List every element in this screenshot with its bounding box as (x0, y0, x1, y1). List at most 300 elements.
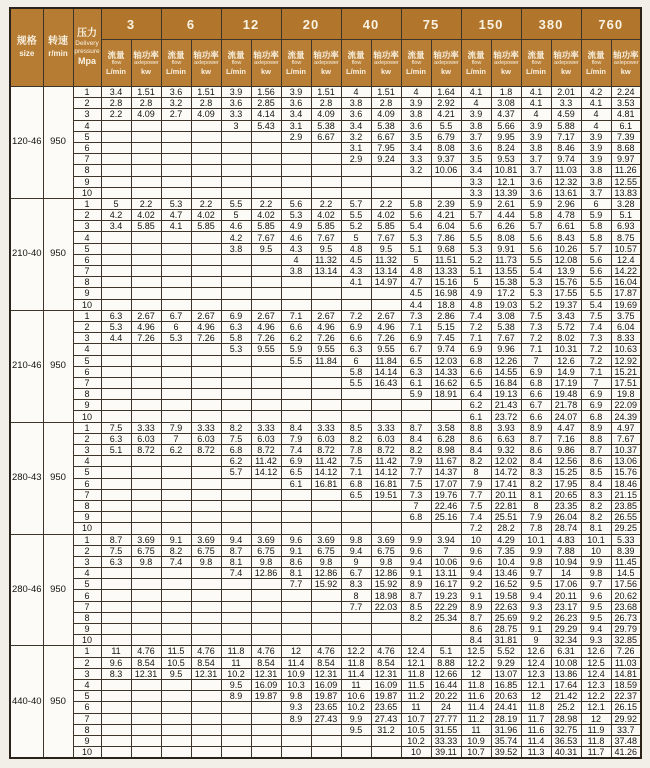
power-value-cell: 6.75 (311, 545, 341, 556)
flow-value-cell: 4 (581, 120, 611, 131)
flow-value-cell: 9.1 (461, 590, 491, 601)
power-value-cell: 20.11 (491, 489, 521, 500)
pressure-step-cell: 1 (73, 198, 101, 209)
flow-value-cell: 5.8 (581, 221, 611, 232)
power-value-cell: 3.08 (491, 310, 521, 321)
power-value-cell: 7.26 (371, 333, 401, 344)
flow-value-cell: 8.6 (521, 445, 551, 456)
flow-value-cell: 8.7 (581, 445, 611, 456)
pressure-step-cell: 6 (73, 366, 101, 377)
power-value-cell (251, 288, 281, 299)
flow-value-cell: 7.1 (581, 366, 611, 377)
flow-value-cell (161, 176, 191, 187)
power-value-cell (311, 735, 341, 746)
power-value-cell: 4.96 (191, 321, 221, 332)
power-value-cell: 4.02 (251, 210, 281, 221)
table-row (10, 556, 641, 567)
group-speed-cell: 950 (43, 646, 73, 758)
table-row (10, 545, 641, 556)
flow-value-cell (281, 624, 311, 635)
power-value-cell: 19.03 (491, 299, 521, 310)
flow-value-cell: 6.9 (581, 400, 611, 411)
flow-value-cell (101, 467, 131, 478)
flow-value-cell (101, 299, 131, 310)
power-value-cell: 6.67 (311, 131, 341, 142)
power-value-cell: 4.02 (191, 210, 221, 221)
power-value-cell (371, 187, 401, 198)
power-value-cell: 8.54 (191, 657, 221, 668)
power-value-cell (251, 478, 281, 489)
table-row (10, 657, 641, 668)
flow-value-cell (401, 187, 431, 198)
power-value-cell: 15.76 (551, 277, 581, 288)
power-value-cell: 12.55 (611, 176, 641, 187)
power-value-cell: 12.26 (491, 355, 521, 366)
power-value-cell: 8.54 (371, 657, 401, 668)
power-value-cell (131, 400, 161, 411)
flow-value-cell: 3.3 (401, 154, 431, 165)
power-value-cell: 18.91 (431, 389, 461, 400)
power-value-cell: 8.88 (431, 657, 461, 668)
power-value-cell: 5.5 (431, 120, 461, 131)
flow-value-cell (101, 176, 131, 187)
flow-value-cell: 7.5 (521, 310, 551, 321)
pressure-step-cell: 1 (73, 534, 101, 545)
flow-value-cell: 3.4 (341, 120, 371, 131)
flow-value-cell: 9 (521, 635, 551, 646)
table-row (10, 635, 641, 646)
pressure-step-cell: 7 (73, 713, 101, 724)
power-value-cell (191, 702, 221, 713)
pressure-col-header: 760 (581, 8, 641, 40)
flow-value-cell: 9.3 (281, 702, 311, 713)
flow-value-cell: 5.8 (521, 210, 551, 221)
flow-value-cell (161, 747, 191, 759)
power-value-cell: 5.38 (371, 120, 401, 131)
power-value-cell: 5.85 (311, 221, 341, 232)
power-value-cell: 15.92 (371, 579, 401, 590)
power-value-cell: 6.03 (311, 433, 341, 444)
power-value-cell (191, 612, 221, 623)
power-subheader (431, 40, 461, 87)
power-value-cell: 24.07 (551, 411, 581, 422)
power-value-cell (191, 747, 221, 759)
flow-subheader-unit: L/min (406, 67, 426, 77)
flow-value-cell (101, 735, 131, 746)
power-value-cell: 5.33 (611, 534, 641, 545)
flow-value-cell: 5.5 (221, 198, 251, 209)
table-row (10, 321, 641, 332)
flow-subheader-unit: L/min (526, 67, 546, 77)
power-value-cell: 7.45 (431, 333, 461, 344)
flow-value-cell: 7.5 (401, 478, 431, 489)
flow-value-cell: 4.1 (461, 87, 491, 98)
table-row (10, 679, 641, 690)
power-subheader-en: axlepower (193, 60, 219, 66)
power-value-cell: 3.33 (251, 422, 281, 433)
power-value-cell: 22.81 (491, 500, 521, 511)
flow-value-cell (161, 724, 191, 735)
flow-value-cell: 4.8 (341, 243, 371, 254)
power-value-cell (311, 601, 341, 612)
power-value-cell: 9.29 (491, 657, 521, 668)
flow-value-cell: 6.5 (281, 467, 311, 478)
power-value-cell (191, 142, 221, 153)
flow-value-cell: 3.2 (401, 165, 431, 176)
power-value-cell: 8.08 (431, 142, 461, 153)
power-value-cell: 16.17 (431, 579, 461, 590)
power-value-cell: 9.74 (551, 154, 581, 165)
flow-value-cell: 5 (401, 254, 431, 265)
flow-subheader (581, 40, 611, 87)
power-value-cell (251, 131, 281, 142)
flow-value-cell: 6 (581, 198, 611, 209)
flow-value-cell: 7.5 (581, 310, 611, 321)
flow-value-cell: 7.2 (341, 310, 371, 321)
power-value-cell: 4.44 (491, 210, 521, 221)
flow-value-cell: 3.4 (101, 87, 131, 98)
power-value-cell (131, 523, 161, 534)
power-value-cell: 16.81 (371, 478, 401, 489)
power-subheader-zh: 轴功率 (313, 49, 339, 60)
power-value-cell: 14 (551, 568, 581, 579)
flow-value-cell: 6.7 (161, 310, 191, 321)
flow-value-cell: 4.7 (161, 210, 191, 221)
power-value-cell: 2.67 (131, 310, 161, 321)
pressure-step-cell: 4 (73, 568, 101, 579)
flow-value-cell: 8 (341, 590, 371, 601)
power-value-cell: 31.55 (431, 724, 461, 735)
power-value-cell: 16.09 (311, 679, 341, 690)
power-value-cell: 2.61 (491, 198, 521, 209)
power-value-cell (311, 747, 341, 759)
flow-value-cell: 10.2 (401, 735, 431, 746)
power-value-cell (371, 288, 401, 299)
power-value-cell: 19.8 (611, 389, 641, 400)
power-value-cell: 29.25 (611, 523, 641, 534)
table-row (10, 411, 641, 422)
pressure-step-cell: 1 (73, 310, 101, 321)
power-value-cell (191, 277, 221, 288)
pressure-step-cell: 4 (73, 456, 101, 467)
flow-value-cell: 9.2 (521, 612, 551, 623)
flow-value-cell (221, 400, 251, 411)
flow-value-cell: 11.2 (401, 691, 431, 702)
power-value-cell (311, 299, 341, 310)
power-value-cell (131, 411, 161, 422)
table-row (10, 735, 641, 746)
flow-value-cell (101, 232, 131, 243)
flow-value-cell (221, 165, 251, 176)
power-value-cell (371, 635, 401, 646)
flow-value-cell (101, 601, 131, 612)
flow-subheader-en: flow (531, 60, 541, 66)
power-subheader-zh: 轴功率 (133, 49, 159, 60)
flow-value-cell: 4 (281, 254, 311, 265)
flow-value-cell: 12.6 (521, 646, 551, 657)
flow-subheader-en: flow (111, 60, 121, 66)
flow-value-cell (281, 500, 311, 511)
power-value-cell (191, 389, 221, 400)
flow-value-cell: 8.7 (461, 612, 491, 623)
flow-value-cell: 4.9 (281, 221, 311, 232)
flow-subheader-unit: L/min (106, 67, 126, 77)
flow-value-cell: 3.7 (581, 187, 611, 198)
power-value-cell (131, 624, 161, 635)
flow-value-cell: 7.9 (401, 456, 431, 467)
power-value-cell: 14.55 (491, 366, 521, 377)
power-value-cell: 22.29 (431, 601, 461, 612)
power-value-cell: 13.83 (611, 187, 641, 198)
power-value-cell: 6.03 (251, 433, 281, 444)
power-value-cell: 2.2 (131, 198, 161, 209)
flow-value-cell: 3.6 (281, 98, 311, 109)
power-value-cell (131, 344, 161, 355)
power-value-cell: 14.12 (371, 467, 401, 478)
power-value-cell (431, 523, 461, 534)
flow-value-cell: 6 (341, 355, 371, 366)
flow-value-cell: 5.6 (581, 254, 611, 265)
flow-value-cell: 3.2 (161, 98, 191, 109)
power-value-cell: 4.83 (551, 534, 581, 545)
table-row (10, 176, 641, 187)
flow-value-cell: 12.5 (461, 646, 491, 657)
pressure-step-cell: 3 (73, 221, 101, 232)
pressure-step-cell: 4 (73, 679, 101, 690)
flow-value-cell: 7.2 (461, 523, 491, 534)
flow-value-cell (221, 635, 251, 646)
power-subheader-unit: kw (320, 67, 331, 77)
power-value-cell: 9.37 (431, 154, 461, 165)
power-value-cell: 12.02 (491, 456, 521, 467)
flow-value-cell: 3.7 (521, 154, 551, 165)
flow-value-cell: 12.1 (401, 657, 431, 668)
speed-header (43, 8, 73, 87)
flow-value-cell: 11.8 (581, 735, 611, 746)
power-value-cell: 19.87 (371, 691, 401, 702)
flow-subheader-zh: 流量 (467, 49, 485, 60)
power-value-cell: 16.44 (431, 679, 461, 690)
power-value-cell: 12.92 (611, 355, 641, 366)
flow-value-cell (161, 467, 191, 478)
flow-value-cell (341, 187, 371, 198)
flow-value-cell: 9.9 (581, 556, 611, 567)
flow-value-cell (221, 131, 251, 142)
flow-value-cell (101, 713, 131, 724)
flow-value-cell: 4.6 (281, 232, 311, 243)
flow-subheader-zh: 流量 (287, 49, 305, 60)
power-value-cell: 5.52 (491, 646, 521, 657)
flow-value-cell: 4 (341, 87, 371, 98)
flow-value-cell: 3.9 (581, 131, 611, 142)
flow-value-cell: 5 (221, 210, 251, 221)
flow-value-cell (221, 512, 251, 523)
flow-subheader-en: flow (591, 60, 601, 66)
table-row (10, 165, 641, 176)
flow-value-cell: 7.4 (281, 445, 311, 456)
power-value-cell: 19.58 (491, 590, 521, 601)
power-value-cell (131, 142, 161, 153)
flow-value-cell: 8.8 (461, 422, 491, 433)
flow-subheader-en: flow (171, 60, 181, 66)
flow-subheader-en: flow (471, 60, 481, 66)
power-value-cell: 7.86 (431, 232, 461, 243)
power-value-cell: 10.26 (551, 243, 581, 254)
flow-value-cell: 8.2 (401, 612, 431, 623)
flow-value-cell: 6.5 (461, 377, 491, 388)
power-value-cell (191, 456, 221, 467)
pressure-step-cell: 4 (73, 232, 101, 243)
flow-value-cell: 12.3 (581, 679, 611, 690)
power-value-cell (431, 176, 461, 187)
flow-subheader-zh: 流量 (347, 49, 365, 60)
power-value-cell: 4.47 (551, 422, 581, 433)
flow-value-cell: 9.8 (341, 534, 371, 545)
power-subheader-unit: kw (440, 67, 451, 77)
flow-value-cell: 3.8 (341, 98, 371, 109)
power-value-cell (251, 500, 281, 511)
power-value-cell: 7.17 (551, 131, 581, 142)
header-row-units (10, 40, 641, 87)
flow-value-cell (341, 512, 371, 523)
flow-value-cell: 5.7 (581, 243, 611, 254)
flow-value-cell: 5.7 (221, 467, 251, 478)
power-value-cell (371, 500, 401, 511)
flow-value-cell: 5.6 (521, 243, 551, 254)
power-value-cell: 3.69 (251, 534, 281, 545)
power-value-cell: 16.09 (371, 679, 401, 690)
power-value-cell: 6.93 (611, 221, 641, 232)
pressure-step-cell: 8 (73, 165, 101, 176)
flow-value-cell: 5.5 (341, 377, 371, 388)
flow-value-cell: 9.1 (401, 568, 431, 579)
flow-value-cell: 7.4 (161, 556, 191, 567)
flow-value-cell: 3.8 (401, 109, 431, 120)
flow-value-cell: 9.5 (341, 724, 371, 735)
power-value-cell (131, 579, 161, 590)
flow-value-cell: 11 (101, 646, 131, 657)
power-value-cell: 3.28 (611, 198, 641, 209)
flow-value-cell: 10 (581, 545, 611, 556)
flow-value-cell: 4.1 (521, 98, 551, 109)
flow-value-cell: 12.2 (581, 691, 611, 702)
flow-value-cell (281, 400, 311, 411)
flow-value-cell: 9.6 (461, 556, 491, 567)
pressure-step-cell: 9 (73, 400, 101, 411)
power-value-cell (191, 232, 221, 243)
power-subheader-zh: 轴功率 (193, 49, 219, 60)
flow-value-cell: 6.9 (521, 366, 551, 377)
power-value-cell (251, 579, 281, 590)
power-value-cell (131, 724, 161, 735)
pressure-step-cell: 4 (73, 120, 101, 131)
flow-value-cell: 7.1 (461, 333, 491, 344)
flow-value-cell: 4.8 (401, 266, 431, 277)
power-value-cell: 4.76 (371, 646, 401, 657)
flow-value-cell: 3.6 (341, 109, 371, 120)
pressure-header-unit: Mpa (78, 56, 96, 67)
flow-value-cell: 6.6 (461, 366, 491, 377)
flow-value-cell (101, 579, 131, 590)
power-value-cell: 13.86 (551, 668, 581, 679)
power-value-cell (191, 288, 221, 299)
flow-value-cell (281, 366, 311, 377)
group-size-cell: 210-46 (10, 310, 43, 422)
flow-value-cell: 4 (461, 98, 491, 109)
power-value-cell (251, 702, 281, 713)
power-value-cell (131, 456, 161, 467)
flow-value-cell: 8.4 (581, 478, 611, 489)
flow-value-cell: 6.3 (101, 433, 131, 444)
power-value-cell (251, 512, 281, 523)
flow-value-cell: 6.2 (161, 445, 191, 456)
flow-value-cell: 7.3 (521, 321, 551, 332)
flow-value-cell (221, 366, 251, 377)
power-value-cell: 17.07 (431, 478, 461, 489)
flow-value-cell: 5.8 (221, 333, 251, 344)
power-value-cell: 24 (431, 702, 461, 713)
pressure-step-cell: 10 (73, 299, 101, 310)
power-value-cell: 8.72 (311, 445, 341, 456)
flow-value-cell: 5.6 (401, 210, 431, 221)
power-value-cell (131, 635, 161, 646)
power-value-cell: 8.54 (131, 657, 161, 668)
power-value-cell (251, 724, 281, 735)
flow-value-cell: 9.6 (101, 657, 131, 668)
power-value-cell: 11.42 (251, 456, 281, 467)
power-value-cell (191, 131, 221, 142)
power-value-cell: 16.09 (251, 679, 281, 690)
flow-value-cell: 4.4 (101, 333, 131, 344)
power-value-cell: 12.31 (311, 668, 341, 679)
power-value-cell (371, 612, 401, 623)
flow-value-cell: 12.3 (521, 668, 551, 679)
flow-subheader (101, 40, 131, 87)
group-speed-cell: 950 (43, 422, 73, 534)
power-value-cell: 5.72 (551, 321, 581, 332)
flow-value-cell: 4.1 (161, 221, 191, 232)
power-value-cell: 7.26 (311, 333, 341, 344)
power-value-cell (131, 691, 161, 702)
power-value-cell: 15.76 (611, 467, 641, 478)
power-value-cell: 6.26 (491, 221, 521, 232)
flow-value-cell (281, 377, 311, 388)
flow-value-cell: 12.5 (581, 657, 611, 668)
power-value-cell: 9.86 (551, 445, 581, 456)
power-value-cell (251, 624, 281, 635)
flow-value-cell (101, 154, 131, 165)
flow-value-cell: 5.1 (101, 445, 131, 456)
power-value-cell: 8.72 (251, 445, 281, 456)
power-value-cell: 3.33 (191, 422, 221, 433)
flow-value-cell: 9.1 (521, 624, 551, 635)
power-value-cell: 37.48 (611, 735, 641, 746)
flow-value-cell (281, 176, 311, 187)
power-value-cell (131, 232, 161, 243)
power-value-cell: 35.74 (491, 735, 521, 746)
flow-subheader-zh: 流量 (527, 49, 545, 60)
flow-value-cell: 8.6 (461, 433, 491, 444)
power-value-cell: 14.33 (431, 366, 461, 377)
power-value-cell: 10.06 (431, 165, 461, 176)
flow-value-cell: 3.9 (401, 98, 431, 109)
flow-value-cell: 5.2 (521, 299, 551, 310)
power-value-cell: 8.46 (551, 142, 581, 153)
flow-value-cell: 3.9 (581, 142, 611, 153)
power-value-cell (251, 176, 281, 187)
flow-value-cell: 6.9 (281, 456, 311, 467)
flow-value-cell: 8.2 (161, 545, 191, 556)
